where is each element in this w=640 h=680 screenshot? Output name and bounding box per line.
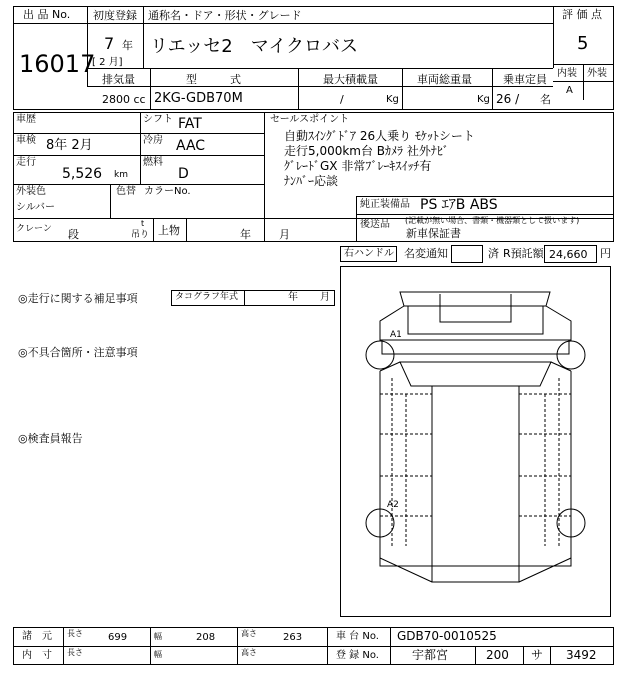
color-value: シルバー	[16, 202, 56, 213]
equipment-label: 純正装備品	[360, 199, 410, 210]
score-label: 評 価 点	[562, 8, 602, 21]
name-change-label: 名変通知	[404, 247, 448, 260]
first-reg-year: 7	[104, 34, 115, 53]
width-label: 幅	[154, 632, 162, 641]
dims-label: 内 寸	[22, 650, 52, 661]
model-code: 2KG-GDB70M	[154, 91, 243, 106]
docs-value: 新車保証書	[406, 227, 461, 240]
crane-label: クレーン	[16, 224, 52, 234]
shaken-label: 車検	[16, 135, 36, 146]
driving-remarks-label: ◎走行に関する補足事項	[18, 292, 138, 305]
lot-label: 出 品 No.	[23, 8, 71, 21]
fuel-value: D	[178, 166, 189, 182]
color-number-caption: カラーNo.	[144, 186, 191, 197]
mileage-value: 5,526	[62, 166, 103, 182]
specs-label: 諸 元	[22, 631, 52, 642]
type-label: 型 式	[186, 73, 241, 86]
shift-value: FAT	[178, 116, 202, 132]
tacho-year: 年	[288, 292, 298, 303]
displacement-label: 排気量	[102, 73, 135, 86]
registration-number: 3492	[566, 648, 597, 662]
shaken-value: 8年 2月	[46, 138, 93, 153]
width-label: 幅	[154, 650, 162, 659]
recycle-unit: 円	[600, 247, 611, 260]
first-reg-year-unit: 年	[122, 39, 133, 52]
interior-label: 内装	[557, 68, 577, 79]
height-value: 263	[283, 632, 303, 643]
registration-region: 宇都宮	[412, 648, 449, 662]
length-label: 長さ	[67, 648, 83, 657]
tacho-label: タコグラフ年式	[175, 292, 239, 302]
recycle-label: R預託額	[503, 247, 544, 260]
upper-label: 上物	[158, 224, 180, 237]
sales-line: ﾅﾝﾊﾞｰ応談	[284, 174, 339, 188]
model-label: 通称名・ドア・形状・グレード	[148, 9, 302, 22]
defects-label: ◎不具合箇所・注意事項	[18, 346, 138, 359]
model-name: リエッセ2 マイクロバス	[150, 36, 359, 57]
displacement-value: 2800 cc	[102, 93, 146, 106]
chassis-number: GDB70-0010525	[397, 629, 497, 643]
capacity-unit: 名	[540, 93, 551, 106]
width-value: 208	[196, 632, 216, 643]
name-change-box	[451, 245, 483, 263]
lift-sub: 吊り	[131, 230, 150, 240]
registration-kana: サ	[531, 648, 544, 662]
capacity-label: 乗車定員	[503, 73, 547, 86]
recycle-prefix: 済	[488, 247, 499, 260]
interior-grade: A	[566, 85, 573, 96]
height-label: 高さ	[241, 629, 257, 638]
height-label: 高さ	[241, 648, 257, 657]
diagram-label-a1: A1	[390, 330, 402, 340]
chassis-label: 車 台 No.	[336, 631, 379, 642]
history-label: 車歴	[16, 114, 36, 125]
ac-value: AAC	[176, 138, 206, 154]
color-label: 外装色	[16, 186, 46, 197]
max-load-unit: Kg	[386, 94, 399, 105]
exterior-label: 外装	[587, 68, 607, 79]
first-reg-label: 初度登録	[93, 9, 137, 22]
docs-label: 後送品	[360, 219, 390, 230]
handle-label: 右ハンドル	[344, 248, 394, 259]
score-value: 5	[577, 33, 589, 54]
registration-label: 登 録 No.	[336, 650, 379, 661]
fuel-label: 燃料	[143, 157, 163, 168]
sales-line: 自動ｽｲﾝｸﾞﾄﾞｱ 26人乗り ﾓｹｯﾄシート	[284, 129, 475, 143]
diagram-label-a2: A2	[387, 500, 399, 510]
lot-number: 16017	[19, 50, 96, 78]
crane-unit: 段	[68, 228, 79, 241]
gross-weight-unit: Kg	[477, 94, 490, 105]
lift-label: t	[141, 219, 145, 228]
upper-month: 月	[279, 228, 290, 241]
max-load-value: /	[340, 93, 344, 106]
registration-class: 200	[486, 648, 509, 662]
length-value: 699	[108, 632, 128, 643]
gross-weight-label: 車両総重量	[417, 73, 472, 86]
color-change-label: 色替	[116, 186, 136, 197]
ac-label: 冷房	[143, 135, 163, 146]
sales-line: 走行5,000km台 Bｶﾒﾗ 社外ﾅﾋﾞ	[284, 144, 449, 158]
length-label: 長さ	[67, 629, 83, 638]
upper-year: 年	[240, 228, 251, 241]
mileage-label: 走行	[16, 157, 36, 168]
mileage-unit: km	[114, 170, 128, 180]
recycle-value: 24,660	[549, 248, 588, 261]
capacity-value: 26 /	[496, 92, 520, 106]
inspector-report-label: ◎検査員報告	[18, 432, 83, 445]
tacho-month: 月	[320, 292, 330, 303]
max-load-label: 最大積載量	[323, 73, 378, 86]
bus-diagram-icon	[340, 266, 611, 617]
equipment-value: PS ｴｱB ABS	[420, 197, 498, 213]
shift-label: シフト	[143, 114, 173, 125]
sales-line: ｸﾞﾚｰﾄﾞGX 非常ﾌﾞﾚｰｷｽｲｯﾁ有	[284, 159, 432, 173]
docs-note: (記載が無い場合、書類・機器類として扱います)	[405, 216, 580, 225]
first-reg-month: [ 2 月]	[92, 57, 123, 68]
sales-label: セールスポイント	[270, 114, 350, 125]
